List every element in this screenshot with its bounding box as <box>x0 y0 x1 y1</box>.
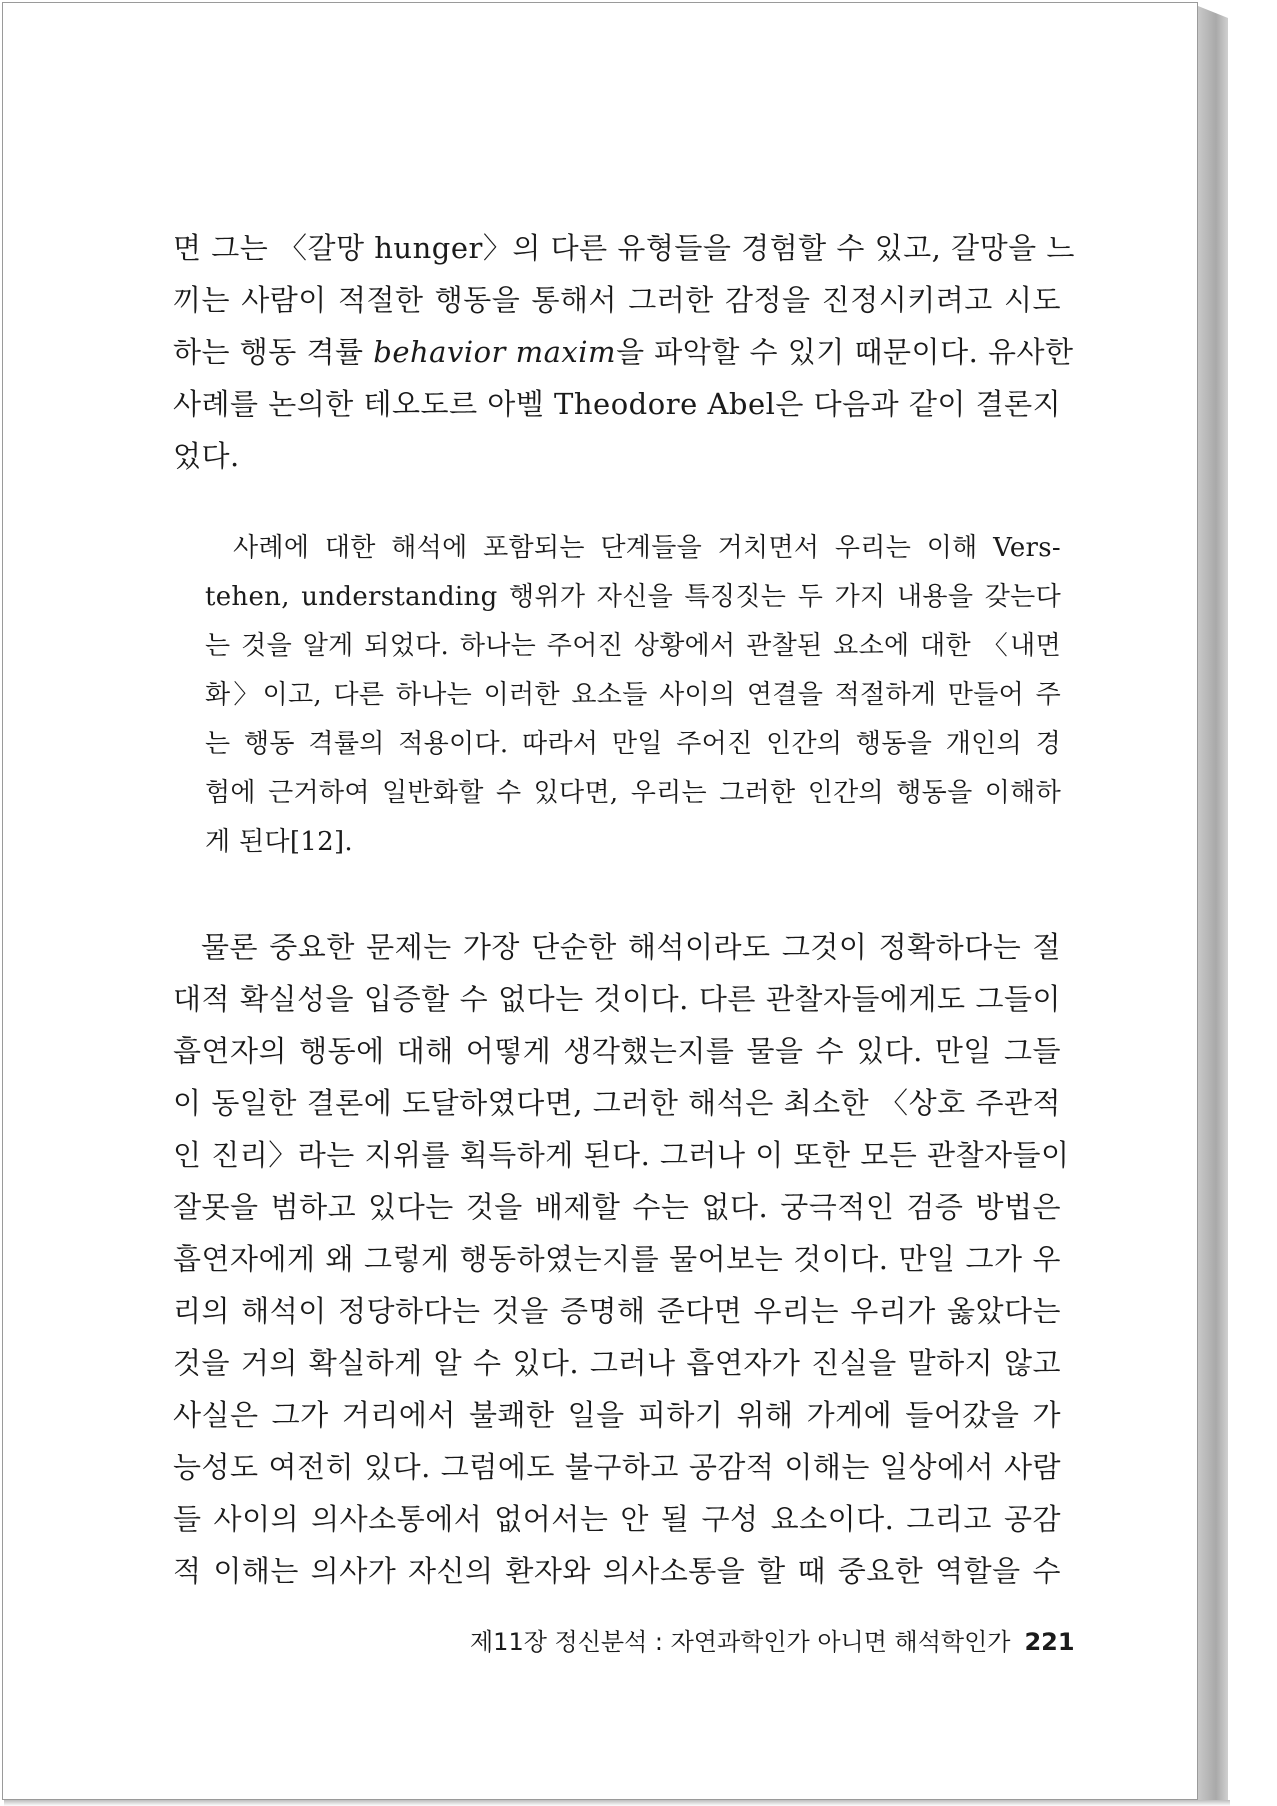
quote-line: 험에 근거하여 일반화할 수 있다면, 우리는 그러한 인간의 행동을 이해하 <box>205 778 1061 808</box>
text-line: 들 사이의 의사소통에서 없어서는 안 될 구성 요소이다. 그리고 공감 <box>173 1502 1061 1536</box>
text-line: 사실은 그가 거리에서 불쾌한 일을 피하기 위해 가게에 들어갔을 가 <box>173 1398 1061 1432</box>
text-line: 끼는 사람이 적절한 행동을 통해서 그러한 감정을 진정시키려고 시도 <box>173 283 1061 317</box>
paragraph-1 <box>173 222 1075 482</box>
text-line: 리의 해석이 정당하다는 것을 증명해 준다면 우리는 우리가 옳았다는 <box>173 1294 1061 1328</box>
text-line: 었다. <box>173 439 240 473</box>
italic-term: behavior maxim <box>373 335 617 369</box>
quote-line: 는 행동 격률의 적용이다. 따라서 만일 주어진 인간의 행동을 개인의 경 <box>205 729 1061 759</box>
page-edge-shadow <box>1198 6 1228 1802</box>
running-title: 제11장 정신분석 : 자연과학인가 아니면 해석학인가 <box>470 1628 1011 1656</box>
quote-line: 게 된다[12]. <box>205 827 353 857</box>
text-line: 물론 중요한 문제는 가장 단순한 해석이라도 그것이 정확하다는 절 <box>201 930 1061 964</box>
text-line: 능성도 여전히 있다. 그럼에도 불구하고 공감적 이해는 일상에서 사람 <box>173 1450 1061 1484</box>
page-bottom-shadow <box>4 1800 1230 1806</box>
page-footer <box>470 1625 1075 1659</box>
text-line: 것을 거의 확실하게 알 수 있다. 그러나 흡연자가 진실을 말하지 않고 <box>173 1346 1061 1380</box>
text-line: 하는 행동 격률 behavior maxim을 파악할 수 있기 때문이다. 유사한 <box>173 335 1074 369</box>
text-line: 잘못을 범하고 있다는 것을 배제할 수는 없다. 궁극적인 검증 방법은 <box>173 1190 1061 1224</box>
text-line: 인 진리〉라는 지위를 획득하게 된다. 그러나 이 또한 모든 관찰자들이 <box>173 1138 1070 1172</box>
text-line: 대적 확실성을 입증할 수 없다는 것이다. 다른 관찰자들에게도 그들이 <box>173 982 1061 1016</box>
quote-line: 는 것을 알게 되었다. 하나는 주어진 상황에서 관찰된 요소에 대한 〈내면 <box>205 631 1061 661</box>
quote-line: 사례에 대한 해석에 포함되는 단계들을 거치면서 우리는 이해 Vers- <box>233 533 1061 563</box>
paragraph-2 <box>173 921 1070 1597</box>
text-line: 흡연자에게 왜 그렇게 행동하였는지를 물어보는 것이다. 만일 그가 우 <box>173 1242 1061 1276</box>
block-quote <box>205 524 1061 867</box>
text-line: 이 동일한 결론에 도달하였다면, 그러한 해석은 최소한 〈상호 주관적 <box>173 1086 1061 1120</box>
text-line: 흡연자의 행동에 대해 어떻게 생각했는지를 물을 수 있다. 만일 그들 <box>173 1034 1061 1068</box>
text-line: 적 이해는 의사가 자신의 환자와 의사소통을 할 때 중요한 역할을 수 <box>173 1554 1061 1588</box>
quote-line: tehen, understanding 행위가 자신을 특징짓는 두 가지 내용을 갖는다 <box>205 582 1061 612</box>
text-line: 사례를 논의한 테오도르 아벨 Theodore Abel은 다음과 같이 결론지 <box>173 387 1062 421</box>
quote-line: 화〉이고, 다른 하나는 이러한 요소들 사이의 연결을 적절하게 만들어 주 <box>205 680 1061 710</box>
text-line: 면 그는 〈갈망 hunger〉의 다른 유형들을 경험할 수 있고, 갈망을 느 <box>173 231 1075 265</box>
page-number: 221 <box>1024 1628 1075 1656</box>
